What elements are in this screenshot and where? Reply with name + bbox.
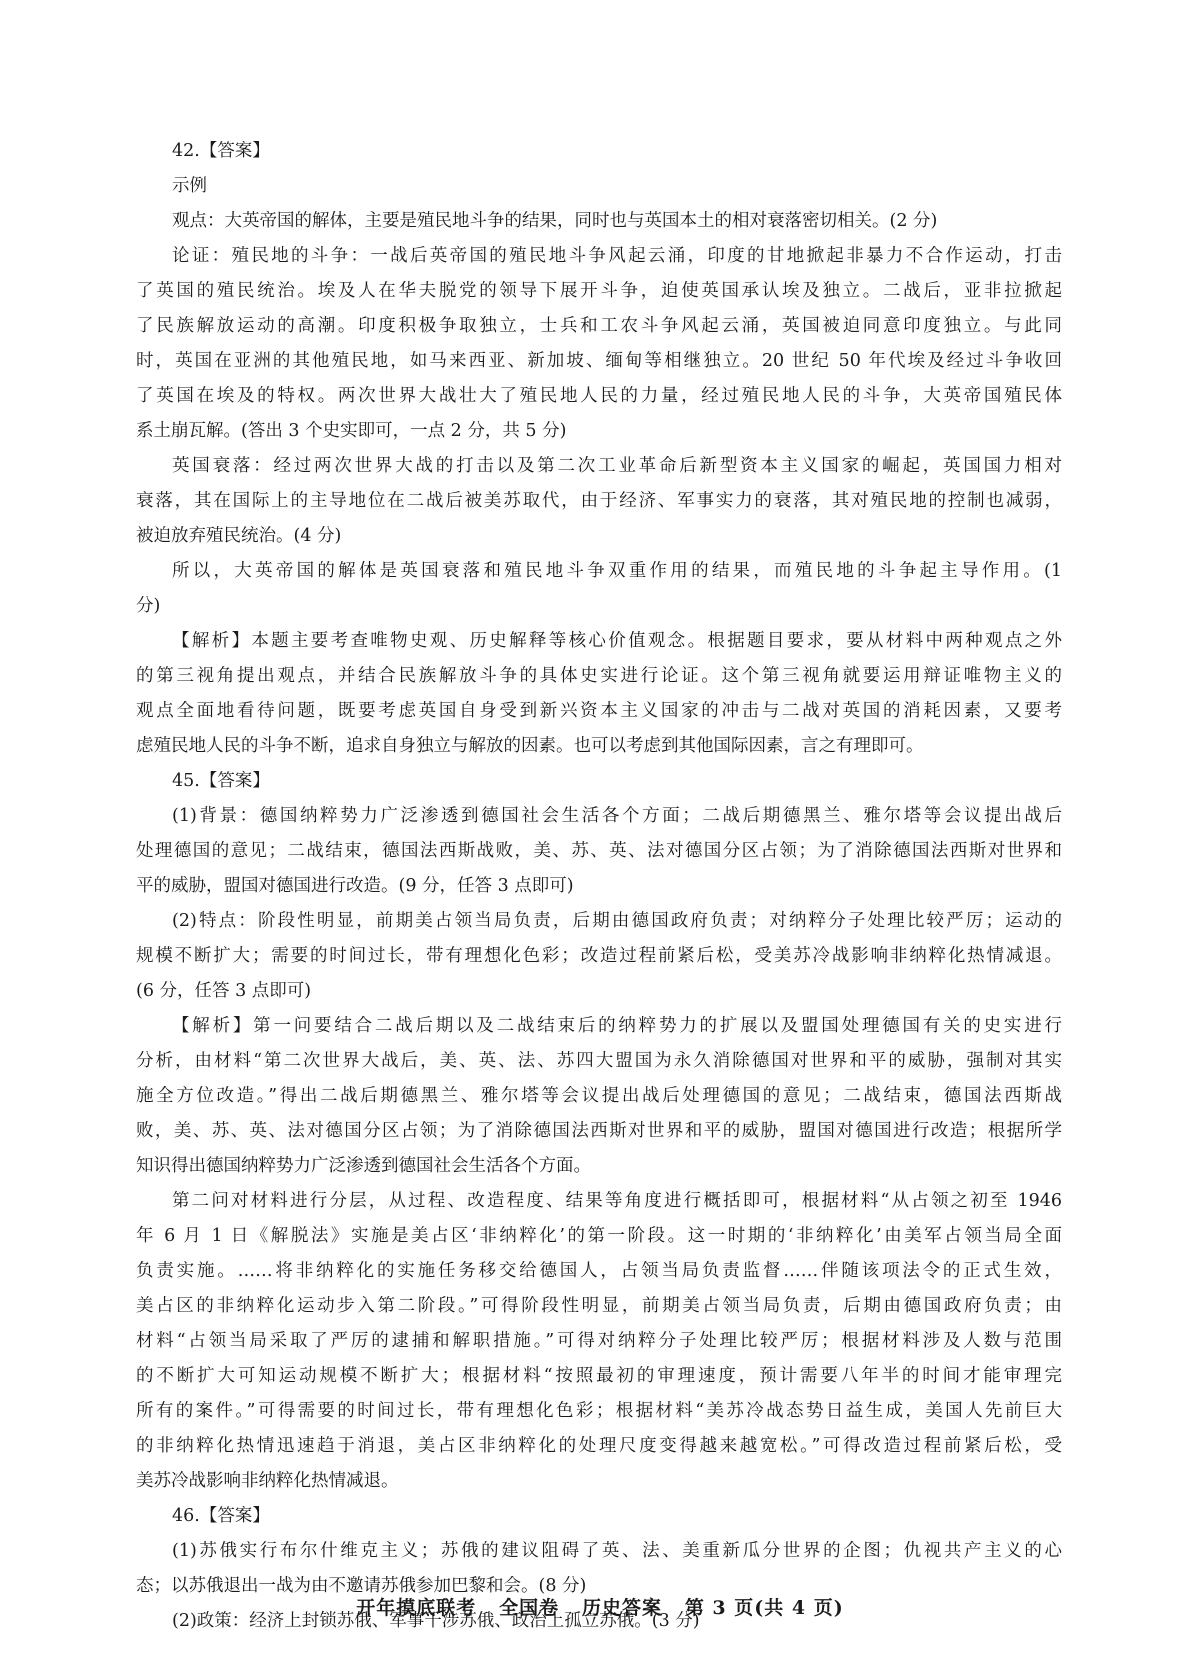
- text-line: [136, 1394, 1062, 1429]
- text-line-content: 处理德国的意见；二战结束，德国法西斯战败，美、苏、英、法对德国分区占领；为了消除德国法西斯对世界和: [136, 841, 1062, 861]
- text-line: [136, 1009, 1062, 1044]
- text-line-content: 施全方位改造。”得出二战后期德黑兰、雅尔塔等会议提出战后处理德国的意见；二战结束，德国法西斯战: [136, 1086, 1062, 1106]
- text-line: 虑殖民地人民的斗争不断，追求自身独立与解放的因素。也可以考虑到其他国际因素，言之有理即可。: [136, 736, 924, 756]
- text-line: 系土崩瓦解。(答出 3 个史实即可，一点 2 分，共 5 分): [136, 421, 567, 441]
- text-line: [136, 1429, 1062, 1464]
- text-line-content: 论证：殖民地的斗争：一战后英帝国的殖民地斗争风起云涌，印度的甘地掀起非暴力不合作运动，打击: [172, 246, 1062, 266]
- text-line-content: 【解析】第一问要结合二战后期以及二战结束后的纳粹势力的扩展以及盟国处理德国有关的史实进行: [172, 1016, 1062, 1036]
- text-line-content: 所以，大英帝国的解体是英国衰落和殖民地斗争双重作用的结果，而殖民地的斗争起主导作用。(1: [172, 561, 1062, 581]
- text-line-content: 了英国在埃及的特权。两次世界大战壮大了殖民地人民的力量，经过殖民地人民的斗争，大英帝国殖民体: [136, 386, 1062, 406]
- text-line-content: 第二问对材料进行分层，从过程、改造程度、结果等角度进行概括即可，根据材料“从占领之初至 1946: [172, 1191, 1062, 1211]
- text-line: (2)政策：经济上封锁苏俄、军事干涉苏俄、政治上孤立苏俄。(3 分): [172, 1611, 700, 1631]
- text-line: [136, 1324, 1062, 1359]
- text-line-content: 败，美、苏、英、法对德国分区占领；为了消除德国法西斯对世界和平的威胁，盟国对德国进行改造；根据所学: [136, 1121, 1062, 1141]
- text-line: [136, 659, 1062, 694]
- text-line: 被迫放弃殖民统治。(4 分): [136, 526, 342, 546]
- text-line: 42.【答案】: [172, 141, 270, 161]
- text-line: [136, 449, 1062, 484]
- text-line: [136, 1184, 1062, 1219]
- text-line: [136, 799, 1062, 834]
- text-line: [136, 1534, 1062, 1569]
- text-line: [136, 1044, 1062, 1079]
- text-line: 平的威胁，盟国对德国进行改造。(9 分，任答 3 点即可): [136, 876, 574, 896]
- text-line: 分): [136, 596, 161, 616]
- text-line-content: 材料“占领当局采取了严厉的逮捕和解职措施。”可得对纳粹分子处理比较严厉；根据材料涉及人数与范围: [136, 1331, 1062, 1351]
- text-line: [136, 1254, 1062, 1289]
- text-line-content: 的不断扩大可知运动规模不断扩大；根据材料“按照最初的审理速度，预计需要八年半的时间才能审理完: [136, 1366, 1062, 1386]
- text-line-content: 了英国的殖民统治。埃及人在华夫脱党的领导下展开斗争，迫使英国承认埃及独立。二战后，亚非拉掀起: [136, 281, 1062, 301]
- text-line: [136, 904, 1062, 939]
- text-line: 态；以苏俄退出一战为由不邀请苏俄参加巴黎和会。(8 分): [136, 1576, 587, 1596]
- text-line: [136, 274, 1062, 309]
- text-line-content: 分析，由材料“第二次世界大战后，美、英、法、苏四大盟国为永久消除德国对世界和平的威胁，强制对其实: [136, 1051, 1062, 1071]
- text-line: [136, 939, 1062, 974]
- answer-content: [136, 134, 1062, 1639]
- text-line: 示例: [172, 176, 207, 196]
- text-line: [136, 694, 1062, 729]
- text-line: 观点：大英帝国的解体，主要是殖民地斗争的结果，同时也与英国本土的相对衰落密切相关。(2 分): [172, 211, 938, 231]
- text-line-content: (1)背景：德国纳粹势力广泛渗透到德国社会生活各个方面；二战后期德黑兰、雅尔塔等会议提出战后: [172, 806, 1062, 826]
- text-line: [136, 1359, 1062, 1394]
- text-line-content: 年 6 月 1 日《解脱法》实施是美占区‘非纳粹化’的第一阶段。这一时期的‘非纳粹化’由美军占领当局全面: [136, 1226, 1062, 1246]
- text-line-content: 【解析】本题主要考查唯物史观、历史解释等核心价值观念。根据题目要求，要从材料中两种观点之外: [172, 631, 1062, 651]
- text-line-content: (1)苏俄实行布尔什维克主义；苏俄的建议阻碍了英、法、美重新瓜分世界的企图；仇视共产主义的心: [172, 1541, 1062, 1561]
- text-line: [136, 554, 1062, 589]
- text-line-content: 了民族解放运动的高潮。印度积极争取独立，士兵和工农斗争风起云涌，英国被迫同意印度独立。与此同: [136, 316, 1062, 336]
- text-line-content: (2)特点：阶段性明显，前期美占领当局负责，后期由德国政府负责；对纳粹分子处理比较严厉；运动的: [172, 911, 1062, 931]
- text-line-content: 负责实施。……将非纳粹化的实施任务移交给德国人，占领当局负责监督……伴随该项法令的正式生效，: [136, 1261, 1062, 1281]
- text-line: [136, 484, 1062, 519]
- text-line: [136, 1289, 1062, 1324]
- text-line-content: 观点全面地看待问题，既要考虑英国自身受到新兴资本主义国家的冲击与二战对英国的消耗因素，又要考: [136, 701, 1062, 721]
- text-line: [136, 1219, 1062, 1254]
- text-line-content: 衰落，其在国际上的主导地位在二战后被美苏取代，由于经济、军事实力的衰落，其对殖民地的控制也减弱，: [136, 491, 1062, 511]
- text-line: (6 分，任答 3 点即可): [136, 981, 312, 1001]
- text-line: [136, 239, 1062, 274]
- text-line: [136, 379, 1062, 414]
- text-line: [136, 1079, 1062, 1114]
- text-line-content: 规模不断扩大；需要的时间过长，带有理想化色彩；改造过程前紧后松，受美苏冷战影响非纳粹化热情减退。: [136, 946, 1062, 966]
- text-line: [136, 309, 1062, 344]
- text-line: [136, 624, 1062, 659]
- text-line: [136, 344, 1062, 379]
- text-line: [136, 834, 1062, 869]
- text-line-content: 时，英国在亚洲的其他殖民地，如马来西亚、新加坡、缅甸等相继独立。20 世纪 50 年代埃及经过斗争收回: [136, 351, 1062, 371]
- text-line-content: 的非纳粹化热情迅速趋于消退，美占区非纳粹化的处理尺度变得越来越宽松。”可得改造过程前紧后松，受: [136, 1436, 1062, 1456]
- text-line: 知识得出德国纳粹势力广泛渗透到德国社会生活各个方面。: [136, 1156, 591, 1176]
- text-line: 45.【答案】: [172, 771, 270, 791]
- text-line-content: 所有的案件。”可得需要的时间过长，带有理想化色彩；根据材料“美苏冷战态势日益生成，美国人先前巨大: [136, 1401, 1062, 1421]
- text-line: [136, 1114, 1062, 1149]
- text-line: 46.【答案】: [172, 1506, 270, 1526]
- text-line-content: 的第三视角提出观点，并结合民族解放斗争的具体史实进行论证。这个第三视角就要运用辩证唯物主义的: [136, 666, 1062, 686]
- text-line: 美苏冷战影响非纳粹化热情减退。: [136, 1471, 399, 1491]
- text-line-content: 美占区的非纳粹化运动步入第二阶段。”可得阶段性明显，前期美占领当局负责，后期由德国政府负责；由: [136, 1296, 1062, 1316]
- text-line-content: 英国衰落：经过两次世界大战的打击以及第二次工业革命后新型资本主义国家的崛起，英国国力相对: [172, 456, 1062, 476]
- page-footer: 开年摸底联考 全国卷 历史答案 第 3 页(共 4 页): [356, 1597, 844, 1619]
